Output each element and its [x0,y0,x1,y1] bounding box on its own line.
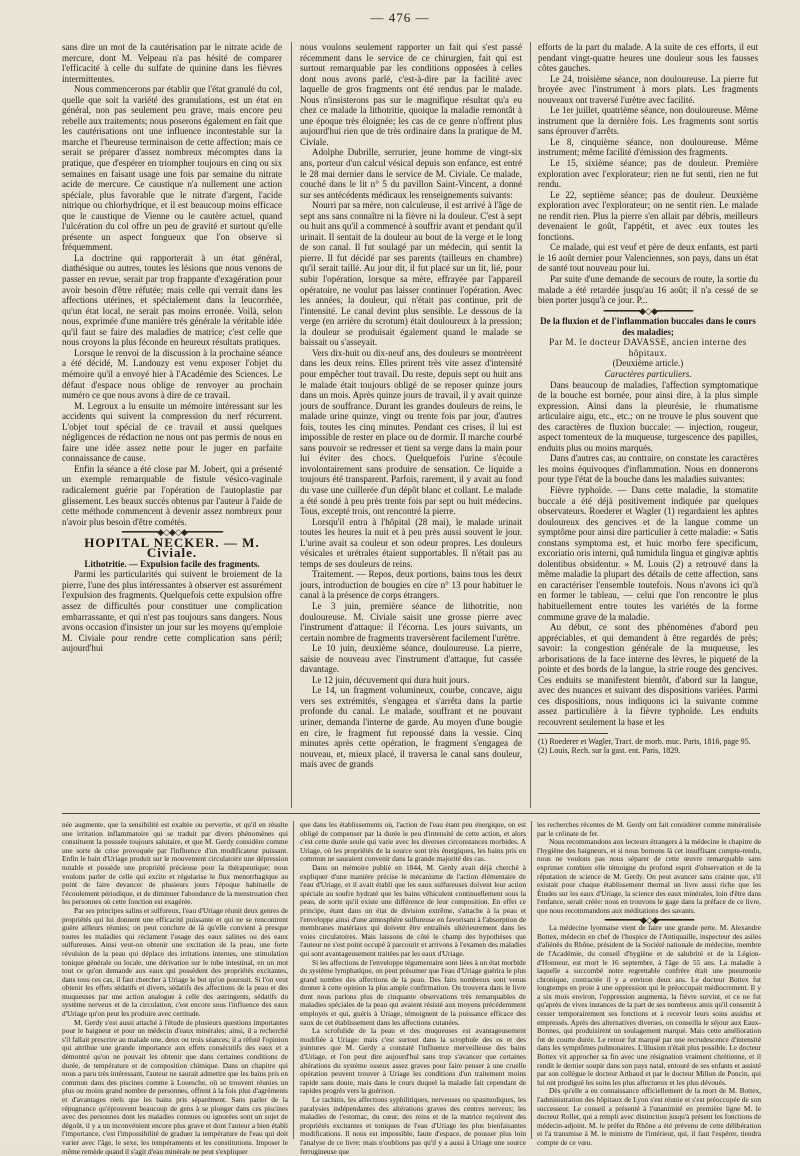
ornament-divider: ━━━━━━━━◆◇◆◇◆━━━━━━━━ [121,527,223,538]
paragraph: Par ses principes salins et sulfureux, l'eau d'Uriage réunit deux genres de propriétés qui lui donnent une efficacité puissante et qui ne se rencontrent guère ailleurs réunies; on peut conclure de là qu'elle convient à presque toutes les maladies qui réclament l'usage des eaux salines ou des eaux sulfureuses. Ainsi veut-on obtenir une excitation de la peau, une forte révulsion de la peau qui déplace des irritations internes, une stimulation tonique générale ou locale, une dérivation sur le tube intestinal, en un mot tout ce qu'on demande aux eaux qui possèdent des propriétés excitantes, dans tous ces cas, il faut chercher à Uriage le but qu'on poursuit. Si l'on veut obtenir les effets sédatifs et divers, sédatifs des affections de la peau et des muqueuses par une action analogue à celle des astringents, sédatifs du système nerveux et de la circulation, c'est encore sous l'influence des eaux d'Uriage qu'on peut les produire avec certitude. [62,905,288,1019]
paragraph: Si les affections de l'enveloppe tégumentaire sont liées à un état morbide du système lymphatique, on peut présumer que l'eau d'Uriage guérira le plus grand nombre des affections de la peau. Des faits nombreux sont venus donner à cette opinion la plus ample confirmation. On trouvera dans le livre dont nous parlons plus de cinquante observations très remarquables de maladies spéciales de la peau qui avaient résisté aux moyens précédemment employés et qui, guéris à Uriage, témoignent de la puissance efficace des eaux de cet établissement dans les affections cutanées. [300,957,526,1027]
paragraph: Le 24, troisième séance, non douloureuse. La pierre fut broyée avec l'instrument à mors plats. Les fragments nouveaux ont traversé l'urètre avec facilité. [538,73,758,105]
article-author: Par M. le docteur DAVASSE, ancien interne des hôpitaux. [549,337,747,358]
paragraph: M. Gerdy s'est aussi attaché à l'étude de plusieurs questions importantes pour le baigneur et pour un médecin d'eaux minérales; ainsi, il a recherché s'il fallait prescrire au malade une, deux ou trois séances; il a réfuté l'opinion qui attribue une grande importance aux effets consécutifs des eaux et a démontré qu'on ne pouvait les obtenir que dans certaines conditions de durée, de température et de composition chimique. Dans un chapitre qui nous a paru très intéressant, l'auteur ne saurait admettre que les bains pris en commun dans des piscines comme à Louesche, où se trouvent réunies un plus ou moins grand nombre de personnes, offrent à la fois plus d'agréments et d'avantages réels que les bains pris séparément. Sans parler de la répugnance qu'éprouvent beaucoup de gens à se plonger dans ces piscines avec des personnes dont les maladies connues ou ignorées sont un sujet de dégoût, il y a un inconvénient encore plus grave et dont l'auteur a bien établi l'importance, c'est l'impossibilité de graduer la température de l'eau qui doit varier avec l'âge, le sexe, les tempéraments et les constitutions. Imposer le même remède quand il s'agit d'eau minérale ne peut s'expliquer [62,1017,288,1156]
paragraph: La doctrine qui rapporterait à un état général, diathésique ou autres, toutes les lésions que nous venons de passer en revue, serait par trop frappante d'exagération pour avoir besoin d'être réfutée; mais celle qui verrait dans les affections utérines, et spécialement dans la leucorrhée, qu'un état local, ne serait pas moins erronée. Voilà, selon nous, exprimée d'une manière très générale la véritable idée qu'il faut se faire des maladies de matrice; c'est celle que nous croyons la plus féconde en heureux résultats pratiques. [62,252,282,348]
paragraph: M. Legroux a lu ensuite un mémoire intéressant sur les accidents qui suivent la compression du nerf récurrent. L'objet tout spécial de ce travail et aussi quelques négligences de rédaction ne nous ont pas permis de nous en faire une idée assez nette pour le juger en parfaite connaissance de cause. [62,400,282,464]
paragraph: Le 3 juin, première séance de lithotritie, non douloureuse. M. Civiale saisit une grosse pierre avec l'instrument d'attaque: il l'écorna. Les jours suivants, un certain nombre de fragments traversèrent facilement l'urètre. [300,600,522,643]
paragraph: sans dire un mot de la cautérisation par le nitrate acide de mercure, dont M. Velpeau n'a pas hésité de comparer l'efficacité à celle du sulfate de quinine dans les fièvres intermittentes. [62,42,282,84]
paragraph: La médecine lyonnaise vient de faire une grande perte. M. Alexandre Bottex, médecin en chef de l'hospice de l'Antiquaille, inspecteur des asiles d'aliénés du Rhône, président de la Société nationale de médecine, membre de l'Académie, du conseil d'hygiène et de salubrité et de la Légion-d'Honneur, est mort le 16 septembre, à l'âge de 55 ans. La maladie à laquelle a succombé notre regrettable confrère était une pneumonie chronique, contractée il y a environ deux ans. Le docteur Bottex fut longtemps en proie à une oppression qui le préoccupait médiocrement. Il y a six mois environ, l'oppression augmenta, la fièvre survint, et ce ne fut qu'après de vives instances de la part de ses nombreux amis qu'il consentit à cesser temporairement ses fonctions et à recevoir leurs soins assidus et empressés. Après des alternatives diverses, on conseilla le séjour aux Eaux-Bonnes, qui produisirent un soulagement marqué. Mais cette amélioration fut de courte durée. Le retour fut marqué par une recrudescence d'intensité dans les symptômes pulmonaires. L'illusion n'était plus possible. Le docteur Bottex vit approcher sa fin avec une résignation vraiment chrétienne, et il rendit le dernier soupir dans son pays natal, entouré de ses enfants et assisté par son collègue le docteur Arthaud et par le docteur Millon de Poncin, qui lui ont prodigué les soins les plus affectueux et les plus dévoués. [537,923,761,1087]
footnote: (2) Louis, Rech. sur la gast. ent. Paris, 1829. [538,746,681,756]
paragraph: Le 12 juin, décuvement qui dura huit jours. [312,674,470,685]
paragraph: Le 10 juin, deuxième séance, douloureuse. La pierre, saisie de nouveau avec l'instrument d'attaque, fut cassée davantage. [300,643,522,675]
paragraph: Enfin la séance a été close par M. Jobert, qui a présenté un exemple remarquable de fistule vésico-vaginale radicalement guérie par l'opération de l'autoplastie par glissement. Les beaux succès obtenus par l'auteur à l'aide de cette méthode commencent à devenir assez nombreux pour n'avoir plus besoin d'être cométés. [62,463,282,527]
ornament-divider: ━━━━━━━━◆◇◆━━━━━━━━ [604,914,694,925]
paragraph: Dans un mémoire publié en 1844, M. Gerdy avait déjà cherché à expliquer d'une manière précise le mécanisme de l'action élémentaire de l'eau d'Uriage, et il avait établi que les eaux sulfureuses doivent leur action spéciale au soufre hydraté que les bains véhiculent continuellement sous la peau, de sorte qu'il existe une différence de leur composition. En effet ce principe, étant dans un état de division extrême, s'attache à la peau et l'enveloppe ainsi d'une atmosphère sulfureuse en favorisant à l'absorption de membranes matériaux qui doivent être entraînés ultérieurement dans les voies circulatoires. Mais laissons de côté le champ des hypothèses que l'auteur ne s'est point occupé à parcourir et arrivons à l'examen des maladies qui sont avantageusement traitées par les eaux d'Uriage. [300,862,526,958]
paragraph: Le 15, sixième séance; pas de douleur. Première exploration avec l'explorateur; rien ne fut senti, rien ne fut rendu. [538,158,758,190]
paragraph: Dans beaucoup de maladies, l'affection symptomatique de la bouche est bornée, pour ainsi dire, à la plus simple expression. Ainsi dans la pleurésie, le rhumatisme articulaire aigu, etc., etc.; on ne trouve le plus souvent que des caractères de fluxion buccale: — injection, rougeur, aspect tomenteux de la muqueuse, turgescence des papilles, enduits plus ou moins marqués. [538,379,758,453]
paragraph: Nourri par sa mère, non calculeuse, il est arrivé à l'âge de sept ans sans connaître ni la fièvre ni la douleur. C'est à sept ou huit ans qu'il a commencé à souffrir avant et pendant qu'il urinait. Il sentait de la douleur au bout de la verge et le long de son canal. Il fut soulagé par un médecin, qui sentit la pierre. Il fut décidé par ses parents (tailleurs en chambre) qu'il serait taillé. Au jour dit, il fut placé sur un lit, lié, pour subir l'opération, lorsque sa mère, effrayée par l'appareil opératoire, ne voulut pas laisser continuer l'opération. Avec les années, la douleur, qui n'était pas continue, prit de l'intensité. Le canal devint plus sensible. Le dessous de la verge (en arrière du scrotum) était douloureux à la pression; la douleur se produisait également quand le malade se baissait ou s'asseyait. [300,200,522,348]
paragraph: Le 8, cinquième séance, non douloureuse. Même instrument; même facilité d'émission des fragments. [538,136,758,158]
paragraph: les recherches récentes de M. Gerdy ont fait considérer comme minéralisée par le créinate de fer. [537,820,761,838]
article-title: De la fluxion et de l'inflammation buccales dans le cours des maladies; [540,316,756,337]
footnote-rule [538,733,608,734]
paragraph: Nous recommandons aux lecteurs étrangers à la médecine le chapitre de l'hygiène des baigneurs, et si nous bornons là cet insuffisant compte-rendu, nous ne voulons pas nous séparer de cette œuvre remarquable sans exprimer combien elle témoigne du profond esprit d'observation et de la réputation de science de M. Gerdy. On peut avancer sans crainte que, s'il existait pour chaque établissement thermal un livre aussi riche que les Études sur les eaux d'Uriage, la science des eaux minérales, loin d'être dans l'enfance, serait créée: nous en trouvons le gage dans la préface de ce livre, que nous recommandons aux méditations des savants. [537,837,761,915]
lower-column-1 [62,820,288,1156]
article-part: (Deuxième article.) [612,358,684,369]
paragraph: Dans d'autres cas, au contraire, on constate les caractères les moins équivoques d'inflammation. Nous en donnerons pour type l'état de la bouche dans les maladies suivantes: [538,453,758,485]
section-heading: HOPITAL NECKER. — M. Civiale. [84,534,260,561]
paragraph: Lorsque le renvoi de la discussion à la prochaine séance a été décidé, M. Landouzy est venu exposer l'objet du mémoire qu'il a envoyé hier à l'Académie des Sciences. Le défaut d'espace nous oblige de renvoyer au prochain numéro ce que nous avons à dire de ce travail. [62,347,282,401]
upper-column-1 [62,42,282,808]
page-number: — 476 — [370,10,430,25]
paragraph: nous voulons seulement rapporter un fait qui s'est passé récemment dans le service de ce chirurgien, fait qui est surtout remarquable par les conditions opposées à celles dont nous avons parlé, c'est-à-dire par la facilité avec laquelle de gros fragments ont été rendus par le malade. Nous n'insisterons pas sur le magnifique résultat qu'a eu chez ce malade la lithotritie, quoique la maladie remontât à une époque très éloignée; les cas de ce genre n'offrent plus aujourd'hui rien que de très ordinaire dans la pratique de M. Civiale. [300,42,522,147]
lower-column-2 [300,820,526,1156]
paragraph: Ce malade, qui est veuf et père de deux enfants, est parti le 16 août dernier pour Valenciennes, son pays, dans un état de santé tout nouveau pour lui. [538,242,758,274]
upper-column-3 [538,42,758,808]
paragraph: Lorsqu'il entra à l'hôpital (28 mai), le malade urinait toutes les heures la nuit et à peu près aussi souvent le jour. L'urine avait sa couleur et son odeur propres. Les douleurs vésicales et urétrales étaient supportables. Il n'était pas au temps de ses douleurs de reins. [300,516,522,569]
section-divider-rule [62,813,760,814]
column-rule [293,821,294,1139]
column-rule [531,821,532,1139]
article-section: Caractères particuliers. [604,368,692,379]
paragraph: Vers dix-huit ou dix-neuf ans, des douleurs se montrèrent dans les deux reins. Elles prirent très vite assez d'intensité pour empêcher tout travail. Du reste, depuis sept ou huit ans le malade était toujours obligé de se reposer quinze jours dans un mois. Après quinze jours de travail, il y avait quinze jours de souffrance. Durant les grandes douleurs de reins, le malade urine quinze, vingt ou trente fois par jour, d'autres fois, toutes les cinq minutes. Pendant ces crises, il lui est impossible de rester en place ou de dormir. Il marche courbé sans pouvoir se redresser et tient sa verge dans la main pour lui éviter des chocs. Quelquefois l'urine s'écoule involontairement sans produire de sensation. Ce liquide a toujours été transparent. Parfois, rarement, il y avait au fond du vase une cuillerée d'un dépôt blanc et collant. Le malade a été sondé à peu près trente fois par sept ou huit médecins. Tous, excepté trois, ont rencontré la pierre. [300,347,522,517]
paragraph: Le 14, un fragment volumineux, courbe, concave, aigu vers ses extrémités, s'engagea et s'arrêta dans la partie profonde du canal. Le malade, souffrant et ne pouvant uriner, demanda l'interne de garde. Au moyen d'une bougie en cire, le fragment fut repoussé dans la vessie. Cinq minutes après cette opération, le fragment s'engagea de nouveau, et, mieux placé, il traversa le canal sans douleur, mais avec de grands [300,685,522,770]
ornament-divider: ━━━━━━━━◆◇◆━━━━━━━━ [603,305,693,316]
section-subheading: Lithotritie. — Expulsion facile des fragments. [84,558,260,569]
paragraph: Adolphe Dubrille, serrurier, jeune homme de vingt-six ans, porteur d'un calcul vésical depuis son enfance, est entré le 28 mai dernier dans le service de M. Civiale. Ce malade, couché dans le lit n° 5 du pavillon Saint-Vincent, a donné sur ses antécédents médicaux les renseignements suivants: [300,147,522,200]
paragraph: La scrofulide de la peau et des muqueuses est avantageusement modifiée à Uriage: mais c'est surtout dans la scrophule des os et des jointures que M. Gerdy a constaté l'influence merveilleuse des bains d'Uriage, et l'on peut dire aujourd'hui sans trop s'avancer que certaines altérations du système osseux assez graves pour faire penser à une cruelle opération peuvent trouver à Uriage les conditions d'un traitement moins rapide sans doute, mais dans le cours duquel la maladie fait cependant de rapides progrès vers la guérison. [300,1026,526,1096]
column-rule [530,42,531,808]
paragraph: Dès qu'elle a eu connaissance officiellement de la mort de M. Bottex, l'administration des hôpitaux de Lyon s'est réunie et s'est préoccupée de son successeur. Le conseil a présenté à l'unanimité en première ligne M. le docteur Rollet, qui a rempli avec distinction jusqu'à présent les fonctions de médecin-adjoint. M. le préfet du Rhône a été prévenu de cette délibération et l'a transmise à M. le ministre de l'intérieur, qui, il faut l'espérer, tiendra compte de ce vœu. [537,1086,761,1147]
paragraph: Parmi les particularités qui suivent le broiement de la pierre, l'une des plus intéressantes à observer est assurément l'expulsion des fragments. Quelquefois cette expulsion offre assez de difficultés pour constituer une complication embarrassante, et qui n'est pas toujours sans dangers. Nous avons occasion d'insister un jour sur les moyens qu'emploie M. Civiale pour rendre cette complication sans péril; aujourd'hui [62,569,282,654]
lower-column-3 [537,820,761,1147]
upper-column-2 [300,42,522,808]
column-rule [291,42,292,808]
paragraph: Par suite d'une demande de secours de route, la sortie du malade a été retardée jusqu'au 16 août; il n'a cessé de se bien porter jusqu'à ce jour. P... [538,274,758,306]
paragraph: Le 22, septième séance; pas de douleur. Deuxième exploration avec l'explorateur; on ne sentit rien. Le malade ne rendit rien. Plus la pierre s'en allait par débris, meilleurs devenaient le goût, l'appétit, et avec eux toutes les fonctions. [538,189,758,242]
paragraph: Traitement. — Repos, deux portions, bains tous les deux jours, introduction de bougies en cire n° 13 pour habituer le canal à la présence de corps étrangers. [300,569,522,601]
paragraph: Fièvre typhoïde. — Dans cette maladie, la stomatite buccale a été déjà positivement indiquée par quelques observateurs. Roederer et Wagler (1) regardaient les aphtes douloureux des gencives et de la langue comme un symptôme pour ainsi dire particulier à cette maladie: « Satis constans symptoma est, et huic morbo fere specificum, excoriatio oris interni, quâ tumidula lingua et gingivæ aphtis dolentibus obsidentur. » M. Louis (2) a retrouvé dans la même maladie la plupart des détails de cette affection, sans en caractériser l'ensemble toutefois. Nous n'avons ici qu'à en former le tableau, — celui que l'on rencontre le plus habituellement entre toutes les variétés de la forme commune grave de la maladie. [538,484,758,622]
paragraph: née augmente, que la sensibilité est exaltée ou pervertie, et qu'il en résulte une irritation inflammatoire qui se traduit par divers phénomènes qui constituent la poussée toujours salutaire, et que M. Gerdy considère comme une sorte de crise provoquée par l'influence d'un modificateur puissant. Enfin le bain d'Uriage produit sur le mouvement circulatoire une dépression notable et possède une propriété précieuse pour la thérapeutique; nous voulons parler de celle qui excite et régularise le flux menorrhagique au point de faire devancer de plusieurs jours l'époque habituelle de l'écoulement périodique, et de diminuer l'abondance de la menstruation chez les personnes où cette fonction est exagérée. [62,820,288,907]
paragraph: que dans les établissements où, l'action de l'eau étant peu énergique, on est obligé de compenser par la durée le peu d'intensité de cette action, et alors c'est cette durée seule qui varie avec les diverses circonstances morbides. A Uriage, où les propriétés de la source sont très énergiques, les bains pris en commun ne sauraient convenir dans la grande majorité des cas. [300,820,526,864]
footnote: (1) Roederer et Wagler, Tract. de morb. muc. Paris, 1816, page 95. [538,736,751,746]
paragraph: Au début, ce sont des phénomènes d'abord peu appréciables, et qui demandent à être regardés de près; savoir: la congestion générale de la muqueuse, les arborisations de la face interne des lèvres, le piqueté de la pointe et des bords de la langue, la strie rouge des gencives. Ces enduits se manifestent bientôt, d'abord sur la langue, avec des nuances et suivant des dispositions variées. Parmi ces dispositions, nous indiquons ici la suivante comme assez particulière à la fièvre typhoïde. Les enduits recouvrent seulement la base et les [538,622,758,727]
paragraph: Le 1er juillet, quatrième séance, non douloureuse. Même instrument que la dernière fois. Les fragments sont sortis sans éprouver d'arrêts. [538,105,758,137]
paragraph: efforts de la part du malade. A la suite de ces efforts, il eut pendant vingt-quatre heures une douleur sous les fausses côtes gauches. [538,42,758,74]
paragraph: Le rachitis, les affections syphilitiques, nerveuses ou spasmodiques, les paralysies indépendantes des altérations graves des centres nerveux; les maladies de l'estomac, du cœur, des reins et de la matrice reçoivent des propriétés excitantes et toniques de l'eau d'Uriage les plus bienfaisantes modifications. Il nous est impossible, faute d'espace, de pousser plus loin l'analyse de ce livre; mais n'oublions pas qu'il y a aussi à Uriage une source ferrugineuse que [300,1095,526,1156]
paragraph: Nous commencerons par établir que l'état granulé du col, quelle que soit la variété des granulations, est un état en général, non pas seulement peu grave, mais encore peu rebelle aux traitements; nous poserons également en fait que les cautérisations ont une influence incontestable sur la marche et l'heureuse terminaison de cette affection; mais ce serait se préparer d'assez nombreux mécomptes dans la pratique, que d'espérer en triompher toujours en cinq ou six semaines en faisant usage une fois par semaine du nitrate acide de mercure. Ce caustique n'a nullement une action spéciale, plus favorable que le nitrate d'argent, l'acide nitrique ou chlorhydrique, et il est beaucoup moins efficace que le caustique de Vienne ou le cautère actuel, quand l'ulcération du col offre un peu de gravité et surtout qu'elle présente un aspect fongueux que l'on observe si fréquemment. [62,84,282,253]
